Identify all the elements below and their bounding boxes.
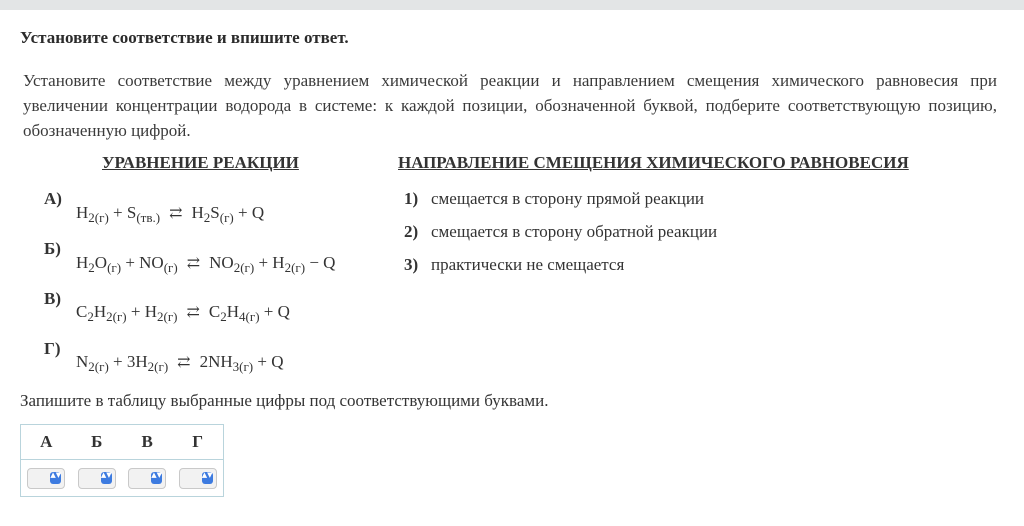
reaction-equation-d: $N_{2(г)} + 3H_{2(г)}$ ⇄ $2NH_{3(г)} + Q$ — [76, 352, 284, 374]
directions-column-header: НАПРАВЛЕНИЕ СМЕЩЕНИЯ ХИМИЧЕСКОГО РАВНОВЕСИЯ — [398, 153, 909, 172]
answer-select-b[interactable] — [78, 468, 116, 489]
reaction-equation-a: $H_{2(г)} + S_{(тв.)}$ ⇄ $H_2S_{(г)} + Q$ — [76, 203, 265, 225]
top-bar — [0, 0, 1024, 10]
stepper-arrows-icon: ▲▼ — [202, 472, 213, 484]
stepper-arrows-icon: ▲▼ — [50, 472, 61, 484]
reaction-letter-d: Г) — [44, 339, 61, 358]
reaction-letter-c: В) — [44, 289, 61, 308]
answer-select-d[interactable] — [179, 468, 217, 489]
stepper-arrows-icon: ▲▼ — [151, 472, 162, 484]
reaction-equation-b: $H_2O_{(г)} + NO_{(г)}$ ⇄ $NO_{2(г)} + H_{2(г)} - Q$ — [76, 253, 336, 275]
task-title: Установите соответствие и впишите ответ. — [20, 28, 349, 47]
reactions-column-header: УРАВНЕНИЕ РЕАКЦИИ — [102, 153, 299, 172]
answer-select-a[interactable] — [27, 468, 65, 489]
reaction-letter-b: Б) — [44, 239, 61, 258]
reaction-equation-c: $C_2H_{2(г)} + H_{2(г)}$ ⇄ $C_2H_{4(г)} + Q$ — [76, 302, 290, 324]
stepper-arrows-icon: ▲▼ — [101, 472, 112, 484]
direction-option: 3) практически не смещается — [404, 255, 625, 274]
answer-column-d: Г — [172, 425, 223, 460]
reaction-letter-a: А) — [44, 189, 62, 208]
direction-option: 2) смещается в сторону обратной реакции — [404, 222, 718, 241]
answer-column-a: А — [21, 425, 72, 460]
answer-instruction: Запишите в таблицу выбранные цифры под соответствующими буквами. — [20, 391, 549, 410]
question-text: Установите соответствие между уравнением химической реакции и направлением смещения химического равновесия при увеличении концентрации водорода в системе: к каждой позиции, обозначенной буквой, подберите соответствующую позицию, обозначенную цифрой. — [23, 71, 997, 140]
answer-table — [20, 424, 224, 497]
answer-column-c: В — [122, 425, 172, 460]
direction-option: 1) смещается в сторону прямой реакции — [404, 189, 705, 208]
answer-select-c[interactable] — [128, 468, 166, 489]
answer-column-b: Б — [72, 425, 122, 460]
